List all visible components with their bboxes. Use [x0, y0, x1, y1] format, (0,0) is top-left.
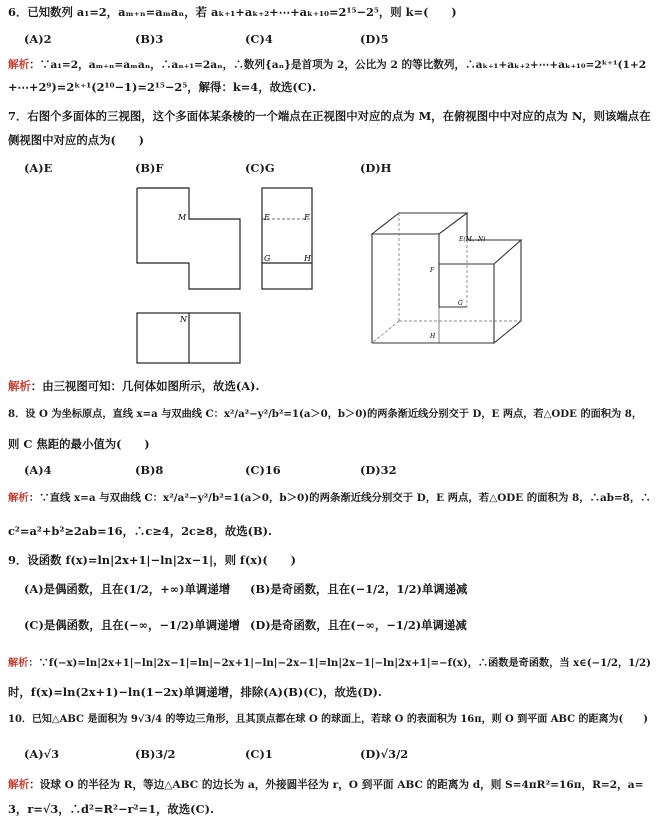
q7-option-d: (D)H — [360, 161, 392, 175]
front-view-outline — [137, 188, 240, 289]
side-view-outline — [262, 188, 312, 289]
q8-option-d: (D)32 — [360, 463, 397, 477]
q8-solution-text: ：∵直线 x=a 与双曲线 C：x²/a²−y²/b²=1(a＞0，b＞0)的两条渐近线分别交于 D，E 两点，若△ODE 的面积为 8，∴ab=8，∴ — [28, 492, 651, 504]
q8-stem-line2: 则 C 焦距的最小值为( ) — [8, 437, 150, 451]
q9-stem: 9．设函数 f(x)=ln|2x+1|−ln|2x−1|，则 f(x)( ) — [8, 553, 296, 567]
q7-option-a: (A)E — [24, 161, 53, 175]
q8-solution-line1 — [8, 490, 654, 506]
q9-option-c: (C)是偶函数，且在(−∞，−1/2)单调递增 — [24, 618, 240, 632]
solution-label: 解析 — [8, 492, 29, 504]
q9-option-b: (B)是奇函数，且在(−1/2，1/2)单调递减 — [250, 582, 468, 596]
q6-stem: 6．已知数列 a₁=2，aₘ₊ₙ=aₘaₙ，若 aₖ₊₁+aₖ₊₂+⋯+aₖ₊₁₀=2¹⁵−2⁵，则 k=( ) — [8, 5, 457, 19]
q10-solution-line2: 3，r=√3，∴d²=R²−r²=1，故选(C). — [8, 802, 214, 816]
solid-figure — [372, 213, 521, 343]
q9-option-a: (A)是偶函数，且在(1/2，+∞)单调递增 — [24, 582, 231, 596]
q9-solution-line1 — [8, 655, 654, 671]
q6-option-b: (B)3 — [135, 32, 164, 46]
label-g: G — [264, 254, 271, 263]
solution-label: 解析 — [8, 657, 29, 669]
label-e: E — [264, 213, 270, 222]
q10-stem: 10．已知△ABC 是面积为 9√3/4 的等边三角形，且其顶点都在球 O 的球面上，若球 O 的表面积为 16π，则 O 到平面 ABC 的距离为( ) — [8, 714, 649, 725]
q10-option-a: (A)√3 — [24, 747, 60, 761]
q9-option-d: (D)是奇函数，且在(−∞，−1/2)单调递减 — [250, 618, 467, 632]
solution-label: 解析 — [8, 379, 31, 393]
q10-option-d: (D)√3/2 — [360, 747, 409, 761]
q7-option-b: (B)F — [135, 161, 164, 175]
q6-solution-text: ：∵a₁=2，aₘ₊ₙ=aₘaₙ，∴aₙ₊₁=2aₙ，∴数列{aₙ}是首项为 2，公比为 2 的等比数列，∴aₖ₊₁+aₖ₊₂+⋯+aₖ₊₁₀=2ᵏ⁺¹(1+2 — [29, 59, 647, 71]
q9-solution-line2: 时，f(x)=ln(2x+1)−ln(1−2x)单调递增，排除(A)(B)(C)，故选(D). — [8, 685, 382, 699]
solution-label: 解析 — [8, 779, 30, 791]
q7-solution — [8, 378, 654, 394]
label-h-solid: H — [430, 333, 436, 340]
q10-option-b: (B)3/2 — [135, 747, 176, 761]
q7-option-c: (C)G — [245, 161, 275, 175]
label-emn: E(M、N) — [459, 236, 486, 243]
q8-option-a: (A)4 — [24, 463, 52, 477]
label-f-solid: F — [430, 267, 435, 274]
solid-hidden-edges — [372, 213, 521, 343]
q7-solution-text: ：由三视图可知：几何体如图所示，故选(A). — [30, 379, 260, 393]
label-n: N — [180, 315, 187, 324]
q8-stem-line1: 8．设 O 为坐标原点，直线 x=a 与双曲线 C：x²/a²−y²/b²=1(a＞0，b＞0)的两条渐近线分别交于 D，E 两点，若△ODE 的面积为 8， — [8, 408, 643, 420]
label-g-solid: G — [458, 300, 463, 307]
q6-option-c: (C)4 — [245, 32, 273, 46]
label-m: M — [178, 213, 187, 222]
solution-label: 解析 — [8, 59, 30, 71]
q8-option-b: (B)8 — [135, 463, 164, 477]
q7-stem-line1: 7．右图个多面体的三视图，这个多面体某条棱的一个端点在正视图中对应的点为 M，在俯视图中中对应的点为 N，则该端点在 — [8, 109, 651, 123]
label-f: F — [304, 213, 310, 222]
q6-solution-line2: +⋯+2⁹)=2ᵏ⁺¹(2¹⁰−1)=2¹⁵−2⁵，解得：k=4，故选(C). — [8, 80, 317, 94]
q6-option-a: (A)2 — [24, 32, 52, 46]
q8-solution-line2: c²=a²+b²≥2ab=16，∴c≥4，2c≥8，故选(B). — [8, 524, 272, 538]
label-h: H — [304, 254, 311, 263]
q10-option-c: (C)1 — [245, 747, 273, 761]
q10-solution-line1 — [8, 777, 654, 793]
q9-solution-text: ：∵f(−x)=ln|2x+1|−ln|2x−1|=ln|−2x+1|−ln|−2x−1|=ln|2x−1|−ln|2x+1|=−f(x)，∴函数是奇函数，当 x∈(−1/2，1/2) — [28, 657, 651, 669]
q10-solution-text: ：设球 O 的半径为 R，等边△ABC 的边长为 a，外接圆半径为 r，O 到平面 ABC 的距离为 d，则 S=4πR²=16π，R=2，a= — [29, 779, 644, 791]
q6-option-d: (D)5 — [360, 32, 389, 46]
q8-option-c: (C)16 — [245, 463, 281, 477]
q7-stem-line2: 侧视图中对应的点为( ) — [8, 133, 145, 147]
